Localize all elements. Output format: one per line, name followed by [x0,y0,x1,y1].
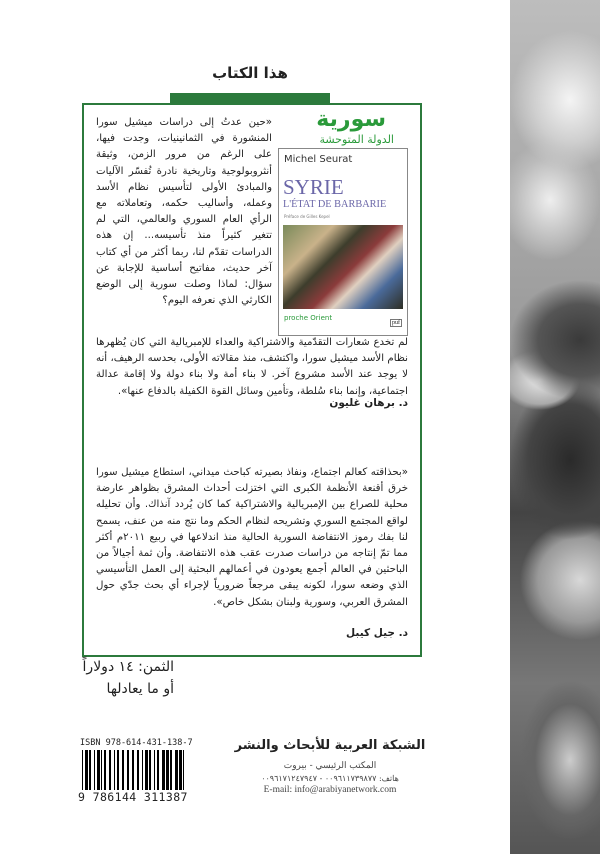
barcode-bar [109,750,111,794]
price-note: أو ما يعادلها [106,681,174,697]
original-book-cover [278,148,408,336]
barcode-bar [82,750,83,794]
cover-illustration [283,225,403,309]
barcode-bar [145,750,148,794]
barcode-bar [104,750,106,794]
quote-paragraph: «بحذاقته كعالم اجتماع، ونفاذ بصيرته كباحث ميداني، استطاع ميشيل سورا خرق أقنعة الأنظمة الكبرى التي اختزلت أحداث المشرق بظواهر عارضة محلية للصراع بين الإمبريالية والاشتراكية كما كان يُردد آنذاك. وأن تحليله لواقع المجتمع السوري وتشريحه لنظام الحكم وما نتج منه من عنف، يسمح لنا بفك رموز الانتفاضة السورية الحالية منذ اندلاعها في ربيع ٢٠١١م أكثر مما تمّ إنتاجه من دراسات صدرت عقب هذه الانتفاضة. وأن ثمة أجيالاً من الباحثين في العالم أجمع يعودون في أعمالهم البحثية إلى العمل التأسيسي الذي وضعه سورا، لكونه يبقى مرجعاً ضرورياً لإجراء أي بحث جدّي حول المشرق العربي، وسورية ولبنان بشكل خاص». [96,467,409,608]
quote-paragraph: «حين عدتُ إلى دراسات ميشيل سورا المنشورة في الثمانينيات، وجدت فيها، على الرغم من مرور الزمن، وثيقة أنثروبولوجية وتاريخية نادرة تُفسّر الآليات والمبادئ الأولى لتأسيس نظام الأسد وعمله، وأساليب حكمه، وتعاملاته مع الرأي العام السوري والعالمي، التي لم تتغير كثيراً منذ تأسيسه... إن هذه الدراسات تقدّم لنا، ربما أكثر من أي كتاب آخر حديث، مفاتيح أساسية للإجابة عن سؤال: لماذا وصلت سورية إلى الوضع الكارثي الذي نعرفه اليوم؟ [96,117,272,307]
cover-title: SYRIE [283,175,344,199]
barcode-number: 9 786144 311387 [78,790,188,804]
barcode-bar [101,750,102,794]
publisher-office: المكتب الرئيسي - بيروت [283,761,377,771]
cover-artwork [510,0,600,854]
quote-paragraph: لم تخدع شعارات التقدّمية والاشتراكية والعداء للإمبريالية التي كان يُظهرها نظام الأسد ميشيل سورا، واكتشف، منذ مقالاته الأولى، بحدسه الرهيف، أنه لا يوجد عند الأسد مشروع آخر. لا بناء أمة ولا بناء دولة ولا إقامة عدالة اجتماعية، وإنما بناء سُلطة، وتأمين وسائل القوة الكفيلة بالدفاع عنها». [96,337,408,397]
barcode-bar [94,750,95,794]
publisher-logo: puf [392,320,400,326]
barcode-bar [154,750,155,794]
barcode-bar [132,750,134,794]
barcode-bar [89,750,91,794]
publisher-info [220,738,440,795]
cover-author: Michel Seurat [284,154,353,165]
price-line: الثمن: ١٤ دولاراً [82,659,174,675]
barcode-bar [149,750,151,794]
barcode [82,750,184,794]
arabic-book-subtitle: الدولة المتوحشة [319,133,394,146]
barcode-bar [114,750,115,794]
cover-subtitle: L'ÉTAT DE BARBARIE [283,199,387,210]
blurb-box [82,103,422,657]
barcode-bar [179,750,182,794]
barcode-bar [166,750,169,794]
barcode-bar [170,750,172,794]
barcode-bar [175,750,178,794]
title-accent-bar [170,93,330,103]
section-title: هذا الكتاب [212,64,288,82]
quote-author: د. برهان غليون [329,397,408,409]
quote-author: د. جيل كيبل [346,627,408,639]
isbn-label: ISBN 978-614-431-138-7 [80,738,193,748]
price [80,656,174,700]
barcode-bar [142,750,143,794]
barcode-bar [137,750,139,794]
barcode-bar [122,750,124,794]
publisher-email: E-mail: info@arabiyanetwork.com [263,785,397,795]
barcode-bar [183,750,184,794]
publisher-name: الشبكة العربية للأبحاث والنشر [234,738,426,753]
series-logo: proche Orient [284,314,333,322]
barcode-bar [117,750,119,794]
barcode-bar [85,750,88,794]
cover-preface: Préface de Gilles Kepel [284,214,330,219]
publisher-phone: هاتف: ٠٠٩٦١١٧٣٩٨٧٧ - ٠٠٩٦١٧١٢٤٧٩٤٧ [261,774,399,783]
barcode-bar [157,750,159,794]
arabic-book-title: سورية [316,107,386,132]
barcode-bar [97,750,100,794]
barcode-bar [162,750,165,794]
barcode-bar [127,750,129,794]
